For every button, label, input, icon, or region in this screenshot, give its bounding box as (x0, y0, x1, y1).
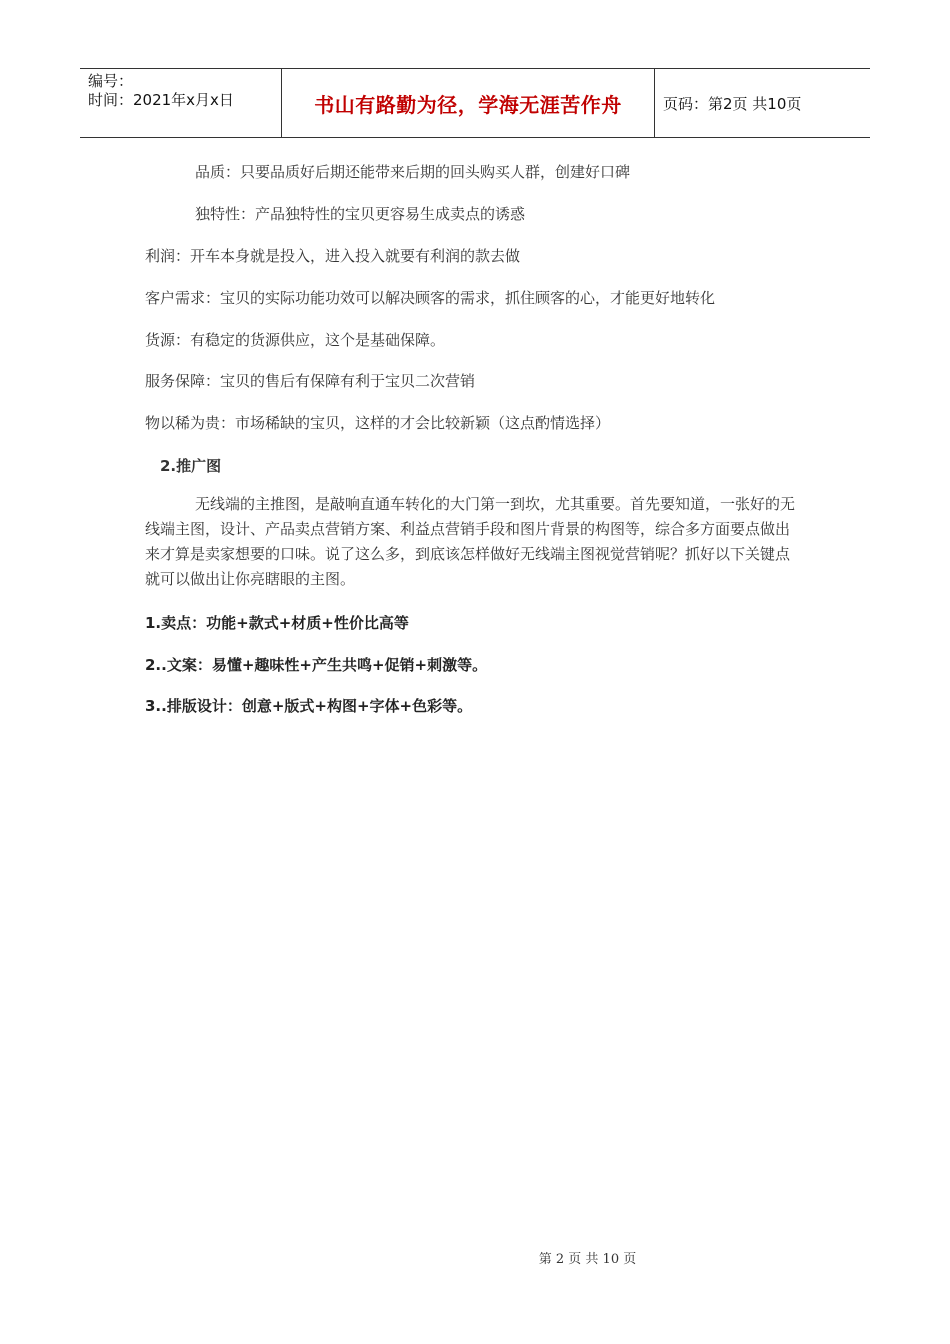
body-line-uniqueness: 独特性：产品独特性的宝贝更容易生成卖点的诱惑 (195, 205, 526, 223)
date-label: 时间：2021年x月x日 (88, 91, 234, 109)
body-line-quality: 品质：只要品质好后期还能带来后期的回头购买人群，创建好口碑 (195, 163, 631, 181)
point-selling: 1.卖点：功能+款式+材质+性价比高等 (145, 614, 409, 632)
body-line-service: 服务保障：宝贝的售后有保障有利于宝贝二次营销 (145, 372, 476, 390)
body-paragraph: 无线端的主推图，是敲响直通车转化的大门第一到坎，尤其重要。首先要知道，一张好的无线端主图，设计、产品卖点营销方案、利益点营销手段和图片背景的构图等，综合多方面要点做出来才算是卖家想要的口味。说了这么多，到底该怎样做好无线端主图视觉营销呢？抓好以下关键点就可以做出让你亮瞎眼的主图。 (145, 495, 796, 588)
header-motto: 书山有路勤为径，学海无涯苦作舟 (281, 69, 655, 137)
body-line-customer-need: 客户需求：宝贝的实际功能功效可以解决顾客的需求，抓住顾客的心，才能更好地转化 (145, 289, 716, 307)
header-page-info: 页码：第2页 共10页 (663, 94, 802, 113)
page-footer: 第 2 页 共 10 页 (538, 1252, 637, 1267)
serial-label: 编号： (88, 72, 134, 90)
point-layout-design: 3..排版设计：创意+版式+构图+字体+色彩等。 (145, 697, 473, 715)
point-copywriting: 2..文案：易懂+趣味性+产生共鸣+促销+刺激等。 (145, 656, 488, 674)
body-line-profit: 利润：开车本身就是投入，进入投入就要有利润的款去做 (145, 247, 521, 265)
section-heading: 2.推广图 (160, 457, 222, 475)
header-meta (80, 69, 281, 137)
body-line-supply: 货源：有稳定的货源供应，这个是基础保障。 (145, 331, 446, 349)
body-line-scarcity: 物以稀为贵：市场稀缺的宝贝，这样的才会比较新颖（这点酌情选择） (145, 414, 611, 432)
document-header (80, 68, 870, 138)
